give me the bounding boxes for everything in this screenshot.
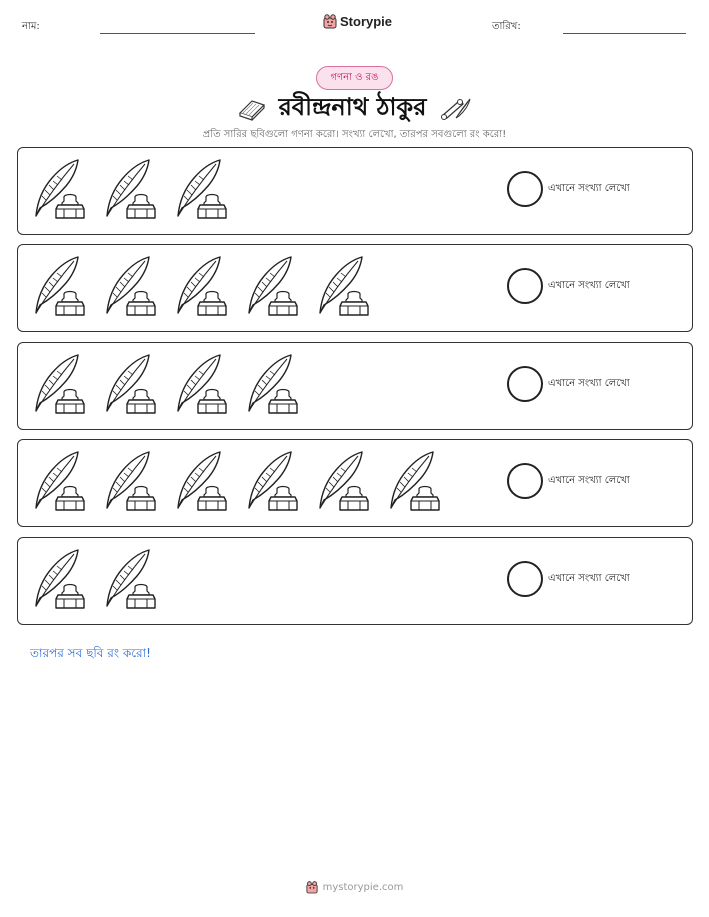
quill-and-inkpot-icon (30, 156, 86, 228)
answer-circle[interactable] (507, 171, 543, 207)
quill-group (30, 253, 370, 325)
answer-label: এখানে সংখ্যা লেখো (548, 377, 630, 389)
answer-label: এখানে সংখ্যা লেখো (548, 279, 630, 291)
answer-label: এখানে সংখ্যা লেখো (548, 474, 630, 486)
name-field[interactable] (100, 33, 255, 34)
answer-area (507, 171, 630, 207)
quill-and-inkpot-icon (172, 253, 228, 325)
answer-circle[interactable] (507, 366, 543, 402)
quill-and-inkpot-icon (30, 253, 86, 325)
quill-group (30, 156, 228, 228)
footer-note: তারপর সব ছবি রং করো! (30, 646, 151, 660)
answer-circle[interactable] (507, 561, 543, 597)
quill-and-inkpot-icon (101, 156, 157, 228)
count-row-3 (17, 342, 693, 430)
name-label: নাম: (22, 21, 40, 32)
quill-and-inkpot-icon (30, 448, 86, 520)
answer-area (507, 463, 630, 499)
answer-circle[interactable] (507, 463, 543, 499)
answer-circle[interactable] (507, 268, 543, 304)
date-field[interactable] (563, 33, 686, 34)
date-label: তারিখ: (492, 21, 521, 32)
title-row (0, 89, 709, 129)
quill-and-inkpot-icon (243, 351, 299, 423)
quill-and-inkpot-icon (172, 448, 228, 520)
quill-and-inkpot-icon (385, 448, 441, 520)
quill-and-inkpot-icon (101, 351, 157, 423)
count-row-2 (17, 244, 693, 332)
quill-and-inkpot-icon (243, 253, 299, 325)
storypie-logo-icon (306, 880, 318, 894)
quill-and-inkpot-icon (101, 253, 157, 325)
quill-group (30, 546, 157, 618)
quill-and-inkpot-icon (172, 351, 228, 423)
brand (323, 13, 392, 29)
answer-area (507, 561, 630, 597)
page-title: রবীন্দ্রনাথ ঠাকুর (278, 93, 427, 121)
quill-and-inkpot-icon (314, 253, 370, 325)
site-footer (0, 880, 709, 894)
count-row-1 (17, 147, 693, 235)
storypie-logo-icon (323, 13, 337, 29)
quill-and-inkpot-icon (30, 546, 86, 618)
quill-group (30, 448, 441, 520)
quill-and-inkpot-icon (172, 156, 228, 228)
quill-and-inkpot-icon (101, 448, 157, 520)
quill-and-inkpot-icon (243, 448, 299, 520)
quill-group (30, 351, 299, 423)
answer-area (507, 268, 630, 304)
answer-label: এখানে সংখ্যা লেখো (548, 182, 630, 194)
answer-area (507, 366, 630, 402)
count-row-5 (17, 537, 693, 625)
book-icon (237, 97, 267, 121)
brand-name: Storypie (340, 13, 393, 29)
category-badge: গণনা ও রঙ (316, 66, 393, 90)
site-url: mystorypie.com (322, 881, 404, 893)
count-row-4 (17, 439, 693, 527)
instructions: প্রতি সারির ছবিগুলো গণনা করো। সংখ্যা লেখো, তারপর সবগুলো রং করো! (202, 129, 507, 140)
quill-and-inkpot-icon (30, 351, 86, 423)
quill-and-inkpot-icon (314, 448, 370, 520)
answer-label: এখানে সংখ্যা লেখো (548, 572, 630, 584)
quill-and-inkpot-icon (101, 546, 157, 618)
scroll-quill-icon (438, 96, 472, 122)
